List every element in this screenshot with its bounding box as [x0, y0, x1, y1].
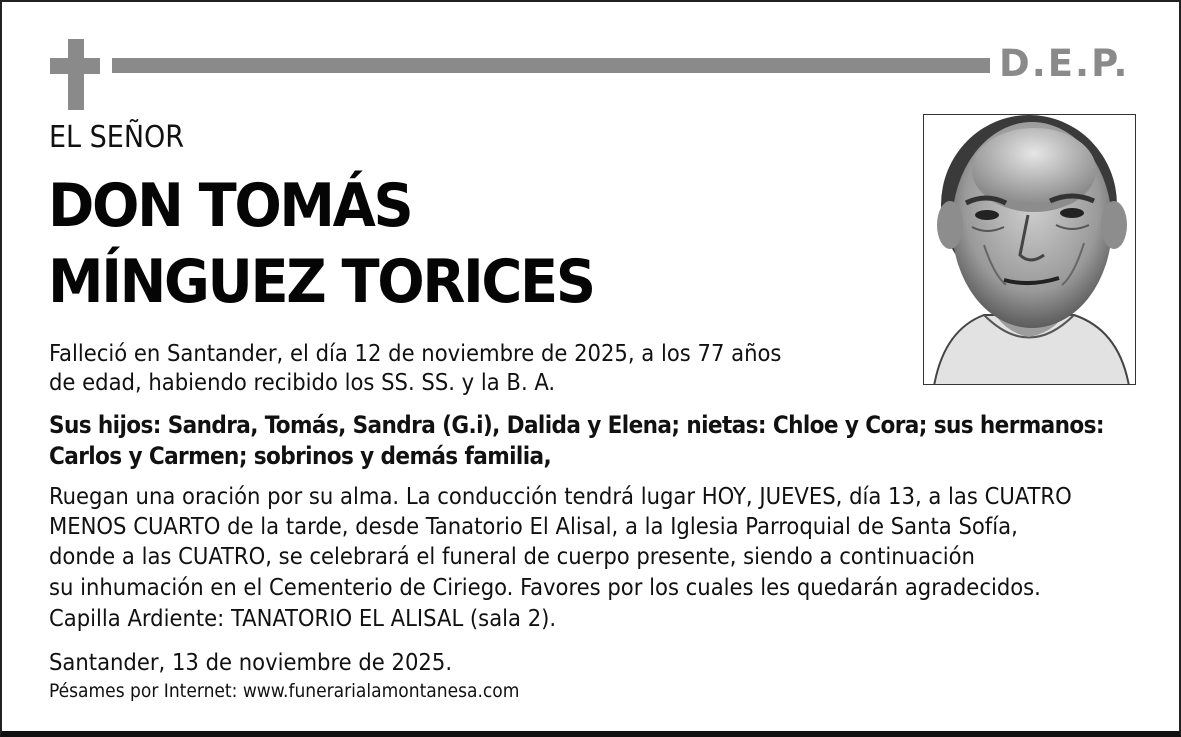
title-prefix: EL SEÑOR: [49, 120, 185, 155]
ceremony-line2: MENOS CUARTO de la tarde, desde Tanatorio El Alisal, a la Iglesia Parroquial de Santa Sofía,: [49, 512, 1018, 540]
death-details-line1: Falleció en Santander, el día 12 de noviembre de 2025, a los 77 años: [49, 339, 782, 367]
family-line1: Sus hijos: Sandra, Tomás, Sandra (G.i), Dalida y Elena; nietas: Chloe y Cora; sus hermanos:: [49, 411, 1104, 439]
cross-icon: [68, 39, 84, 110]
ceremony-line4: su inhumación en el Cementerio de Ciriego. Favores por los cuales les quedarán agradecidos.: [49, 573, 1041, 601]
deceased-name-line1: DON TOMÁS: [48, 171, 412, 241]
ceremony-line5: Capilla Ardiente: TANATORIO EL ALISAL (sala 2).: [49, 604, 557, 632]
place-date: Santander, 13 de noviembre de 2025.: [49, 648, 453, 676]
condolences-web: Pésames por Internet: www.funerarialamontanesa.com: [49, 680, 520, 702]
header-rule: [112, 58, 990, 73]
death-details-line2: de edad, habiendo recibido los SS. SS. y la B. A.: [49, 368, 556, 396]
family-line2: Carlos y Carmen; sobrinos y demás familia,: [49, 442, 552, 470]
ceremony-line3: donde a las CUATRO, se celebrará el funeral de cuerpo presente, siendo a continuación: [49, 542, 975, 570]
dep-label: D.E.P.: [999, 42, 1130, 85]
ceremony-line1: Ruegan una oración por su alma. La conducción tendrá lugar HOY, JUEVES, día 13, a las CUATRO: [49, 482, 1072, 510]
portrait-illustration: [924, 115, 1136, 385]
deceased-name-line2: MÍNGUEZ TORICES: [48, 247, 594, 317]
cross-icon-bar: [50, 58, 100, 74]
portrait-photo: [923, 114, 1136, 385]
